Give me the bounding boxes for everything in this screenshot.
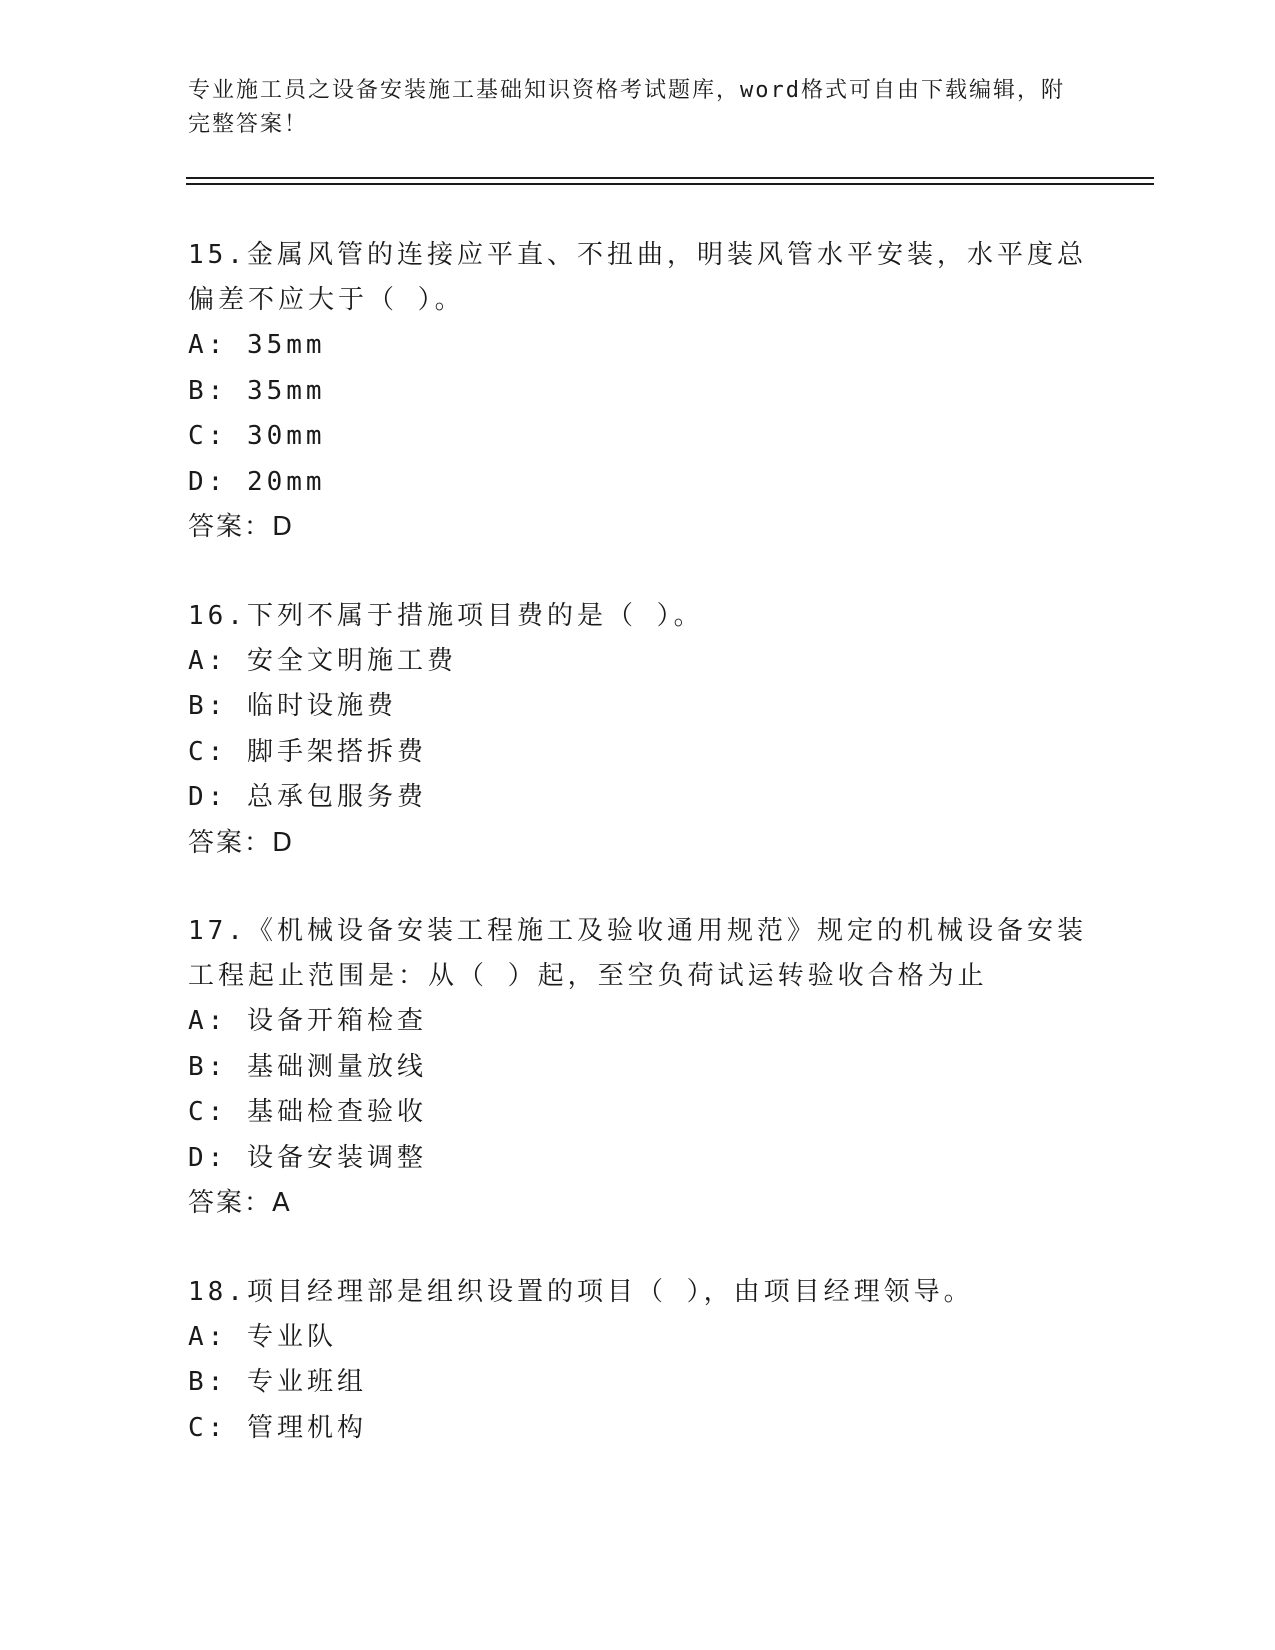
question-15 <box>188 233 1088 551</box>
option-d: D: 设备安装调整 <box>188 1142 427 1173</box>
option-b: B: 35mm <box>188 375 326 406</box>
option-c: C: 管理机构 <box>188 1412 367 1443</box>
option-d: D: 总承包服务费 <box>188 782 427 812</box>
answer-line: 答案：D <box>188 827 295 858</box>
option-b: B: 临时设施费 <box>188 691 397 721</box>
header-divider-top <box>186 177 1154 179</box>
option-b: B: 基础测量放线 <box>188 1051 427 1082</box>
answer-line: 答案：D <box>188 512 295 542</box>
option-c: C: 30mm <box>188 421 326 451</box>
question-17 <box>188 909 1088 1227</box>
option-a: A: 35mm <box>188 330 326 360</box>
option-b: B: 专业班组 <box>188 1367 367 1397</box>
question-16 <box>188 594 1088 867</box>
option-c: C: 脚手架搭拆费 <box>188 736 427 767</box>
option-d: D: 20mm <box>188 466 326 497</box>
question-18 <box>188 1270 1088 1452</box>
question-stem: 17.《机械设备安装工程施工及验收通用规范》规定的机械设备安装工程起止范围是：从（ ）起，至空负荷试运转验收合格为止 <box>188 916 1087 991</box>
option-a: A: 设备开箱检查 <box>188 1006 427 1036</box>
option-c: C: 基础检查验收 <box>188 1097 427 1127</box>
document-header: 专业施工员之设备安装施工基础知识资格考试题库，word格式可自由下载编辑，附完整答案！ <box>188 78 1065 137</box>
header-divider-bottom <box>186 183 1154 185</box>
question-list <box>188 233 1088 1494</box>
question-stem: 16.下列不属于措施项目费的是（ ）。 <box>188 600 704 631</box>
option-a: A: 专业队 <box>188 1321 337 1352</box>
answer-line: 答案：A <box>188 1188 292 1218</box>
option-a: A: 安全文明施工费 <box>188 645 457 676</box>
question-stem: 15.金属风管的连接应平直、不扭曲，明装风管水平安装，水平度总偏差不应大于（ ）。 <box>188 240 1087 315</box>
question-stem: 18.项目经理部是组织设置的项目（ ），由项目经理领导。 <box>188 1276 974 1307</box>
